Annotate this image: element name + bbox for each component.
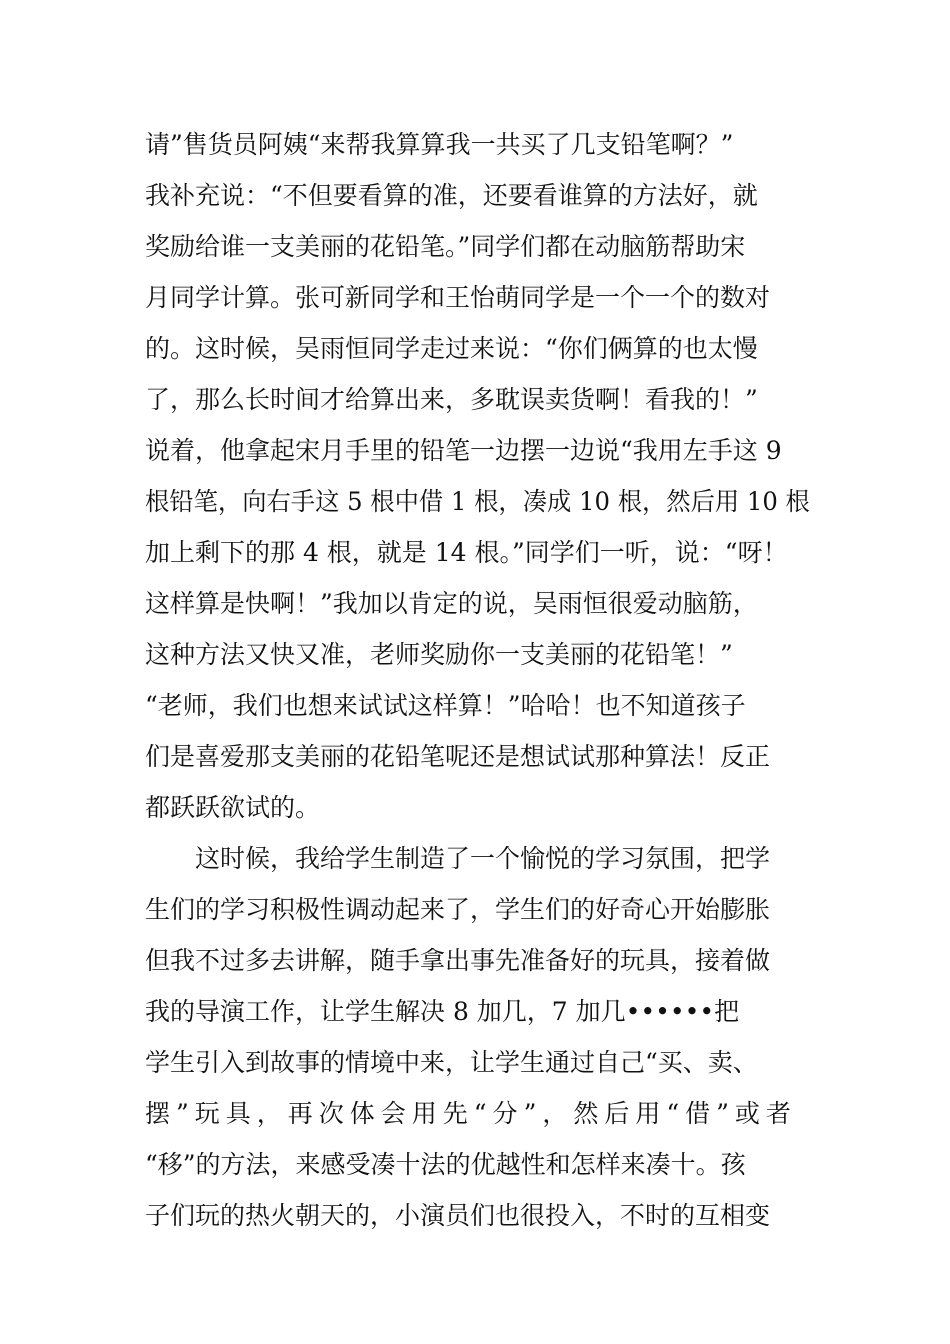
text-line: “老师，我们也想来试试这样算！”哈哈！也不知道孩子 [145,691,746,720]
text-line: 摆”玩具，再次体会用先“分”，然后用“借”或者 [145,1099,797,1128]
text-line: 们是喜爱那支美丽的花铅笔呢还是想试试那种算法！反正 [145,742,771,771]
text-line: 奖励给谁一支美丽的花铅笔。”同学们都在动脑筋帮助宋 [145,232,746,261]
text-line: 月同学计算。张可新同学和王怡萌同学是一个一个的数对 [145,283,771,312]
text-line: 这样算是快啊！”我加以肯定的说，吴雨恒很爱动脑筋， [145,589,758,618]
paragraph-first-line: 这时候，我给学生制造了一个愉悦的学习氛围，把学 [195,844,771,873]
text-line: 请”售货员阿姨“来帮我算算我一共买了几支铅笔啊？” [145,130,734,159]
text-line: 我补充说：“不但要看算的准，还要看谁算的方法好，就 [145,181,758,210]
text-line: 学生引入到故事的情境中来，让学生通过自己“买、卖、 [145,1048,758,1077]
text-line: 加上剩下的那 4 根，就是 14 根。”同学们一听，说：“呀！ [145,538,788,567]
text-line: 根铅笔，向右手这 5 根中借 1 根，凑成 10 根，然后用 10 根 [145,487,810,516]
text-line: 的。这时候，吴雨恒同学走过来说：“你们俩算的也太慢 [145,334,758,363]
text-line: 都跃跃欲试的。 [145,793,321,822]
text-line: 这种方法又快又准，老师奖励你一支美丽的花铅笔！” [145,640,733,669]
text-line: 生们的学习积极性调动起来了，学生们的好奇心开始膨胀 [145,895,771,924]
text-line: 说着，他拿起宋月手里的铅笔一边摆一边说“我用左手这 9 [145,436,782,465]
text-line: 我的导演工作，让学生解决 8 加几，7 加几••••••把 [145,997,740,1026]
text-line: 了，那么长时间才给算出来，多耽误卖货啊！看我的！” [145,385,758,414]
text-line: 子们玩的热火朝天的，小演员们也很投入，不时的互相变 [145,1201,771,1230]
text-line: 但我不过多去讲解，随手拿出事先准备好的玩具，接着做 [145,946,771,975]
text-line: “移”的方法，来感受凑十法的优越性和怎样来凑十。孩 [145,1150,746,1179]
